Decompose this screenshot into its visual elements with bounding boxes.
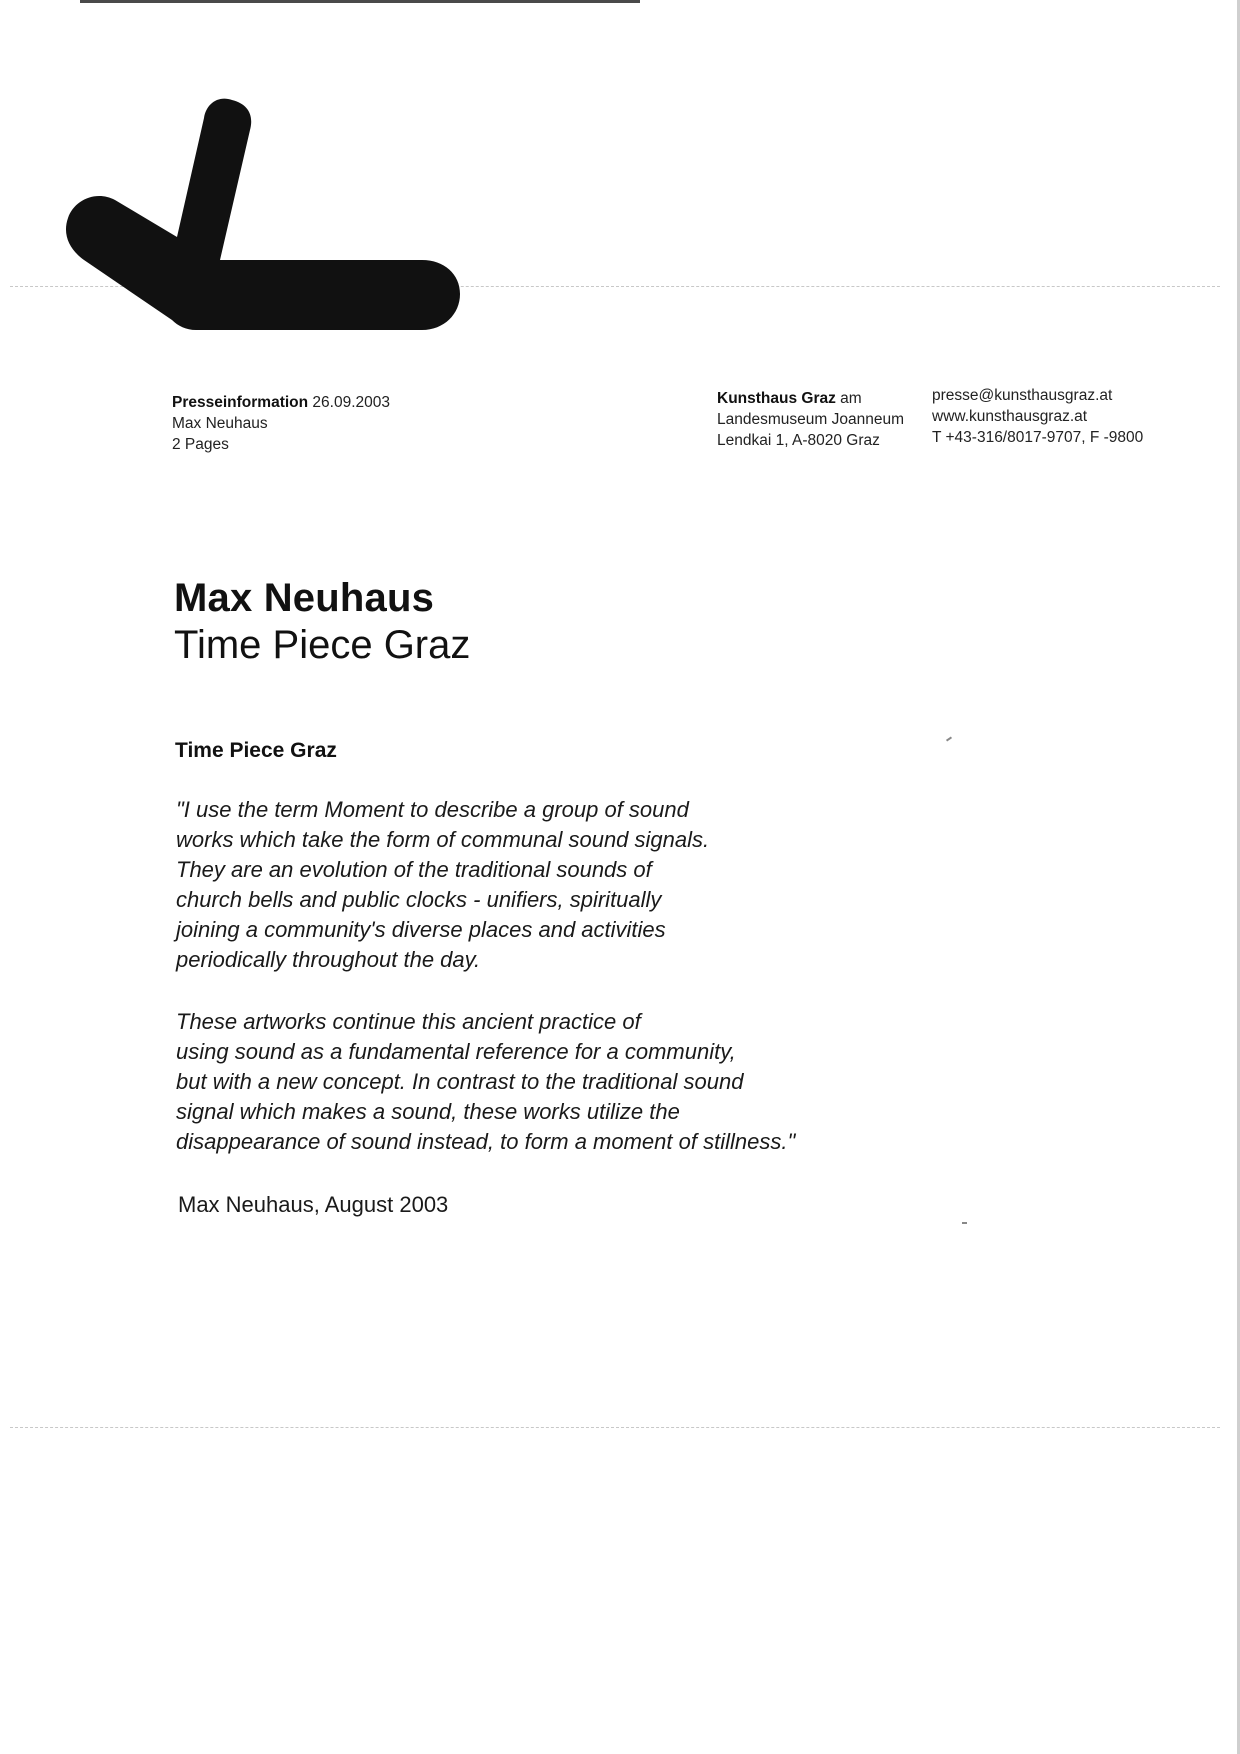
title-block (174, 574, 470, 668)
quote-line: using sound as a fundamental reference for a community, (176, 1039, 736, 1064)
quote-line: works which take the form of communal sound signals. (176, 827, 710, 852)
institution-name: Kunsthaus Graz (717, 390, 836, 407)
institution-address (717, 388, 904, 451)
quote-line: but with a new concept. In contrast to the traditional sound (176, 1069, 744, 1094)
institution-line3: Lendkai 1, A-8020 Graz (717, 432, 880, 449)
quote-line: signal which makes a sound, these works utilize the (176, 1099, 680, 1124)
quote-paragraph-1 (176, 795, 856, 975)
institution-line2: Landesmuseum Joanneum (717, 411, 904, 428)
press-label: Presseinformation (172, 394, 309, 411)
quote-line: disappearance of sound instead, to form a moment of stillness." (176, 1129, 796, 1154)
fold-line-bottom (10, 1427, 1220, 1429)
quote-paragraph-2 (176, 1007, 856, 1157)
page-title: Max Neuhaus (174, 576, 435, 620)
contact-phone: T +43-316/8017-9707, F -9800 (932, 429, 1144, 446)
press-info-line (172, 392, 390, 413)
contact-website: www.kunsthausgraz.at (932, 408, 1088, 425)
scan-speck (962, 1222, 967, 1224)
quote-line: They are an evolution of the traditional sounds of (176, 857, 652, 882)
quote-line: church bells and public clocks - unifiers, spiritually (176, 887, 662, 912)
press-info (172, 392, 390, 455)
kunsthaus-graz-logo-icon (60, 90, 500, 350)
quote-line: joining a community's diverse places and activities (176, 917, 666, 942)
page-subtitle: Time Piece Graz (174, 623, 471, 667)
quote-line: "I use the term Moment to describe a group of sound (176, 797, 689, 822)
press-pages: 2 Pages (172, 436, 229, 453)
quote-line: These artworks continue this ancient practice of (176, 1009, 641, 1034)
institution-suffix: am (835, 390, 862, 407)
section-heading: Time Piece Graz (175, 739, 337, 762)
press-date: 26.09.2003 (312, 394, 390, 411)
scan-edge-top (80, 0, 640, 3)
institution-line (717, 388, 904, 409)
contact-email: presse@kunsthausgraz.at (932, 387, 1113, 404)
scan-speck (946, 736, 952, 741)
quote-line: periodically throughout the day. (176, 947, 481, 972)
quote-attribution: Max Neuhaus, August 2003 (178, 1192, 449, 1217)
press-artist: Max Neuhaus (172, 415, 268, 432)
contact-info (932, 385, 1143, 448)
